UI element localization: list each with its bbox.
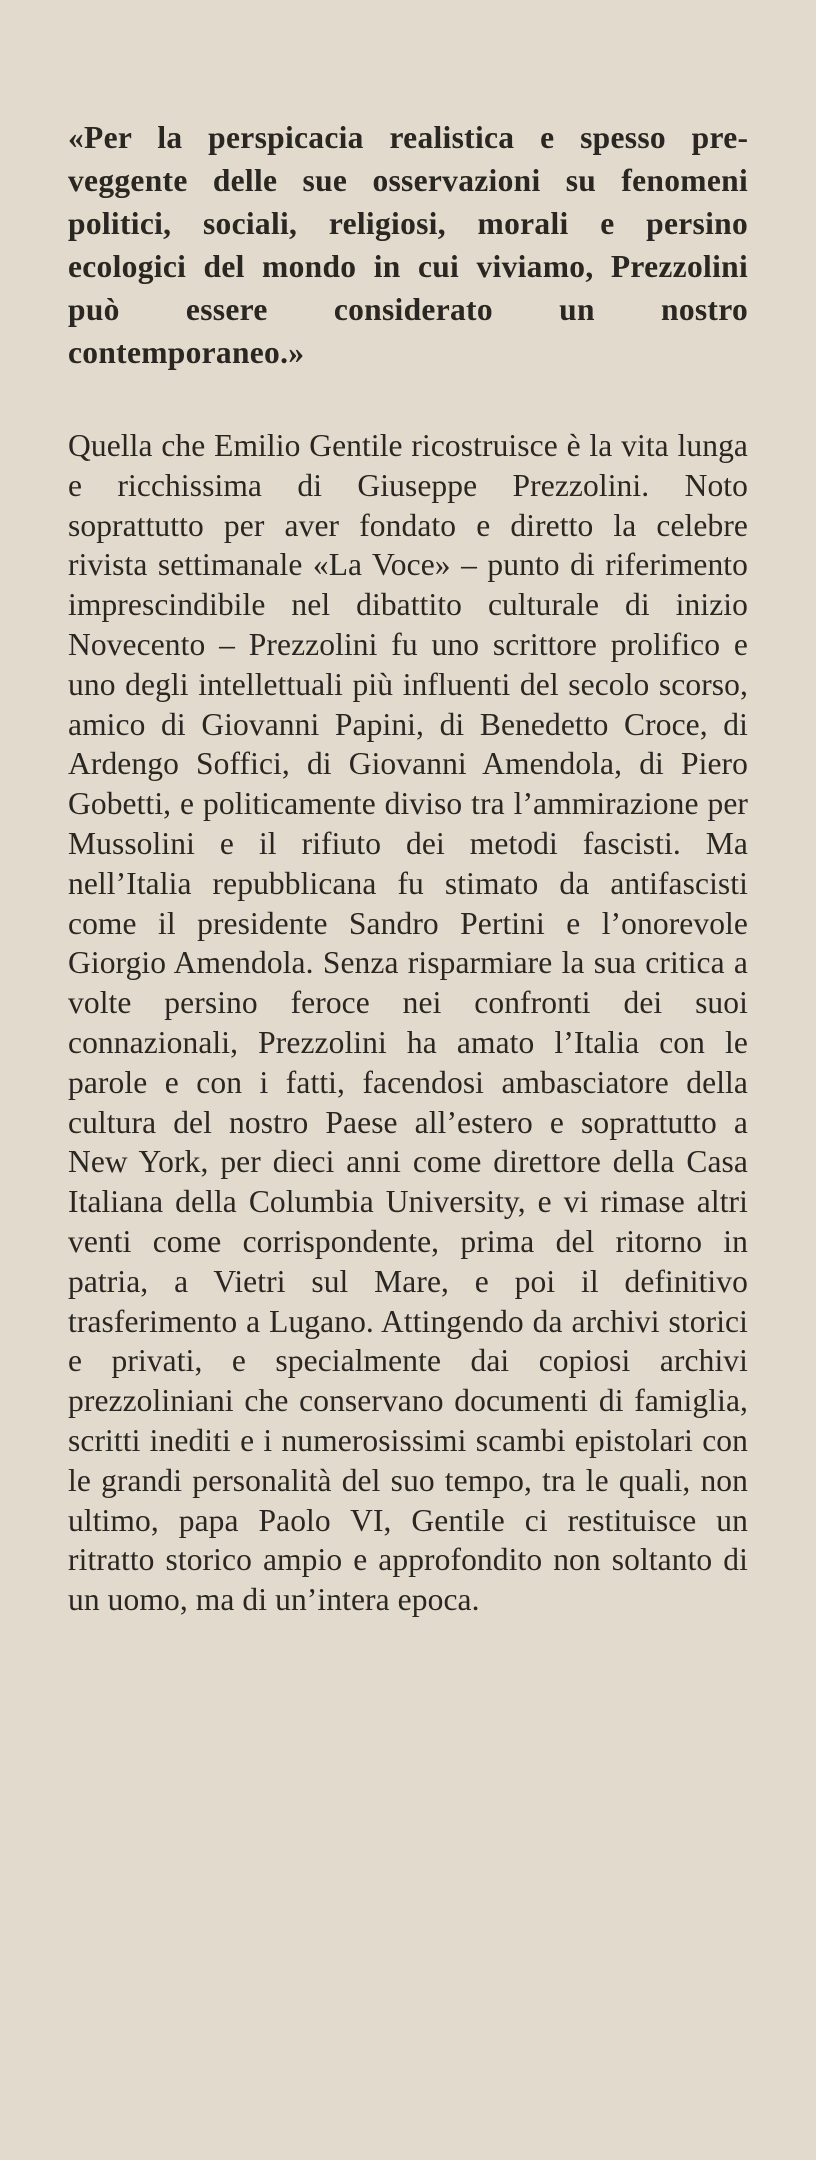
synopsis-paragraph: Quella che Emilio Gentile ricostruisce è la vita lunga e ricchissima di Giuseppe Prezzolini. Noto soprattutto per aver fondato e diretto la celebre rivista settimanale «La Voce» – punto di riferimento imprescindibile nel dibattito culturale di inizio Novecento – Prezzolini fu uno scrittore prolifico e uno degli intellettuali più influenti del secolo scorso, amico di Giovanni Papini, di Benedetto Croce, di Ardengo Soffici, di Giovanni Amendola, di Piero Gobetti, e politicamente diviso tra l’ammirazione per Mussolini e il rifiuto dei metodi fascisti. Ma nell’Italia repubblicana fu stimato da antifascisti come il presidente Sandro Pertini e l’onorevole Giorgio Amendola. Senza risparmiare la sua critica a volte persino feroce nei confronti dei suoi connazionali, Prezzolini ha amato l’Italia con le parole e con i fatti, facendosi ambasciatore della cultura del nostro Paese all’estero e soprattutto a New York, per dieci anni come direttore della Casa Italiana della Columbia University, e vi rimase altri venti come corrispondente, prima del ritorno in patria, a Vietri sul Mare, e poi il definitivo trasferimento a Lugano. Attingendo da archivi storici e privati, e specialmente dai copiosi archivi prezzoliniani che conservano documenti di famiglia, scritti inediti e i numerosissimi scambi epistolari con le grandi personalità del suo tempo, tra le quali, non ultimo, papa Paolo VI, Gentile ci restituisce un ritratto storico ampio e approfondito non soltanto di un uomo, ma di un’intera epoca. (68, 428, 748, 1618)
pull-quote: «Per la perspicacia realistica e spesso preveggente delle sue osservazioni su fenomeni politici, sociali, religiosi, morali e persino ecologici del mondo in cui viviamo, Prezzolini può essere considerato un nostro contemporaneo.» (68, 120, 748, 370)
book-flap-text (68, 116, 748, 1620)
